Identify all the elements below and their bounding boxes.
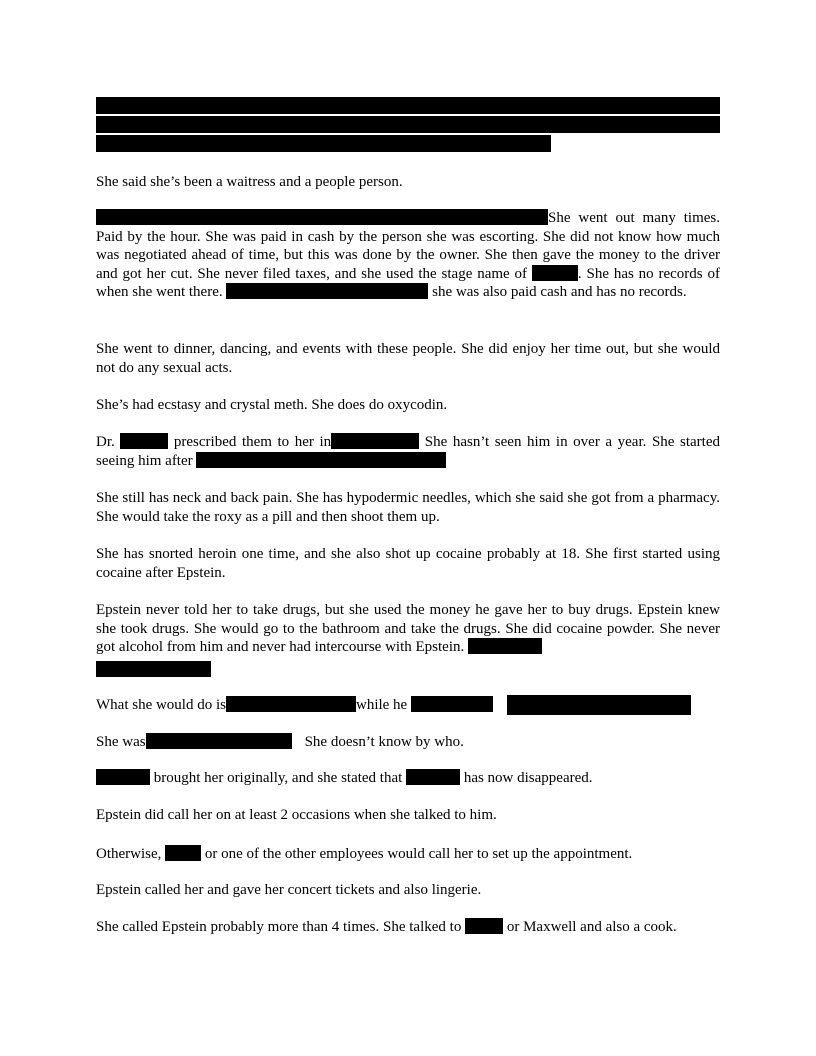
paragraph-epstein-drugs: Epstein never told her to take drugs, but she used the money he gave her to buy drugs. Epstein knew she took drugs. She would go to the bathroom and take the drugs. She did cocaine powder. She never got alcohol from him and never had intercourse with Epstein. xyxy=(96,602,720,655)
paragraph-brought-her: brought her originally, and she stated that has now disappeared. xyxy=(96,769,720,788)
redaction-bar xyxy=(411,696,493,712)
redaction-bar xyxy=(165,845,201,861)
redaction-bar xyxy=(96,661,211,677)
redaction-bar xyxy=(468,638,542,654)
redaction-bar xyxy=(532,265,578,281)
redaction-bar xyxy=(96,135,551,152)
paragraph-concert-tickets: Epstein called her and gave her concert tickets and also lingerie. xyxy=(96,882,482,898)
redaction-bar xyxy=(146,733,292,749)
redaction-bar xyxy=(96,209,548,225)
redaction-bar xyxy=(120,433,168,449)
redaction-bar xyxy=(96,116,720,133)
paragraph-she-was: She was She doesn’t know by who. xyxy=(96,734,464,750)
paragraph-drugs: She’s had ecstasy and crystal meth. She does do oxycodin. xyxy=(96,397,448,413)
paragraph-doctor: Dr. prescribed them to her in She hasn’t seen him in over a year. She started seeing him after xyxy=(96,434,721,469)
redaction-bar xyxy=(331,433,419,449)
paragraph-dinner: She went to dinner, dancing, and events with these people. She did enjoy her time out, but she would not do any sexual acts. xyxy=(96,341,720,376)
redaction-bar xyxy=(406,769,460,785)
paragraph-what-she-would-do: What she would do is while he xyxy=(96,695,720,715)
paragraph-needles: She still has neck and back pain. She has hypodermic needles, which she said she got from a pharmacy. She would take the roxy as a pill and then shoot them up. xyxy=(96,490,720,525)
paragraph-epstein-called: Epstein did call her on at least 2 occasions when she talked to him. xyxy=(96,807,497,823)
redaction-bar xyxy=(196,452,446,468)
paragraph-waitress: She said she’s been a waitress and a people person. xyxy=(96,174,403,190)
redaction-bar xyxy=(465,918,503,934)
paragraph-escorting: She went out many times. Paid by the hour. She was paid in cash by the person she was escorting. She did not know how much was negotiated ahead of time, but this was done by the owner. She then gave the money to the driver and got her cut. She never filed taxes, and she used the stage name of . She has no records of when she went there. she was also paid cash and has no records. xyxy=(96,210,720,300)
redaction-bar xyxy=(96,769,150,785)
paragraph-otherwise: Otherwise, or one of the other employees would call her to set up the appointment. xyxy=(96,846,633,862)
redaction-bar xyxy=(226,283,428,299)
redaction-bar xyxy=(226,696,356,712)
paragraph-heroin: She has snorted heroin one time, and she also shot up cocaine probably at 18. She first started using cocaine after Epstein. xyxy=(96,546,720,581)
redaction-bar xyxy=(96,97,720,114)
redaction-bar xyxy=(507,695,691,715)
paragraph-called-epstein: She called Epstein probably more than 4 times. She talked to or Maxwell and also a cook. xyxy=(96,919,677,935)
